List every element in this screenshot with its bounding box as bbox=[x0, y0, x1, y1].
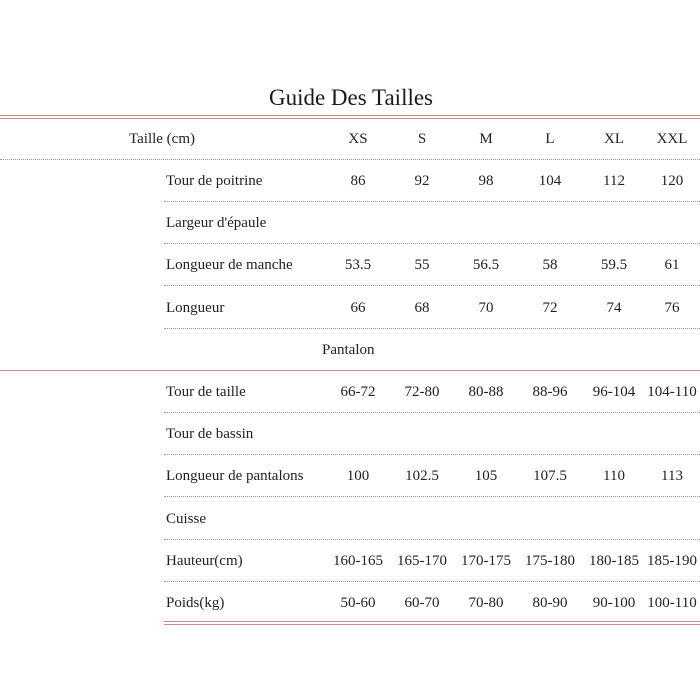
size-header-l: L bbox=[545, 131, 555, 147]
row-label: Hauteur(cm) bbox=[166, 552, 243, 569]
row-value: 72 bbox=[542, 299, 558, 316]
row-value: 74 bbox=[606, 299, 622, 316]
row-divider bbox=[164, 454, 700, 455]
row-value: 58 bbox=[542, 257, 558, 274]
section-heading-pantalon: Pantalon bbox=[322, 341, 375, 358]
row-value: 98 bbox=[478, 173, 494, 189]
row-value: 104 bbox=[538, 173, 562, 189]
row-label: Longueur de manche bbox=[166, 257, 293, 274]
row-value: 66 bbox=[350, 299, 366, 316]
header-label: Taille (cm) bbox=[129, 131, 195, 147]
row-label: Longueur bbox=[166, 299, 225, 316]
row-value: 165-170 bbox=[397, 552, 447, 569]
row-value: 80-90 bbox=[532, 595, 568, 611]
page-title: Guide Des Tailles bbox=[268, 85, 434, 110]
row-divider bbox=[164, 328, 700, 329]
row-value: 113 bbox=[661, 468, 683, 485]
row-label: Poids(kg) bbox=[166, 595, 225, 611]
row-divider bbox=[164, 412, 700, 413]
row-value: 104-110 bbox=[647, 384, 697, 400]
row-value: 56.5 bbox=[472, 257, 500, 274]
row-value: 110 bbox=[603, 468, 625, 485]
row-label: Tour de bassin bbox=[166, 426, 254, 443]
row-value: 66-72 bbox=[340, 384, 376, 400]
row-value: 107.5 bbox=[533, 468, 567, 485]
row-divider bbox=[164, 496, 700, 497]
row-value: 175-180 bbox=[525, 552, 575, 569]
row-value: 90-100 bbox=[592, 595, 636, 611]
row-value: 76 bbox=[664, 299, 680, 316]
row-value: 96-104 bbox=[592, 384, 636, 400]
row-value: 55 bbox=[414, 257, 430, 274]
row-value: 60-70 bbox=[404, 595, 440, 611]
row-value: 105 bbox=[474, 468, 498, 485]
row-label: Longueur de pantalons bbox=[166, 468, 304, 485]
size-header-xl: XL bbox=[604, 131, 624, 147]
row-value: 100-110 bbox=[647, 595, 697, 611]
row-divider bbox=[164, 243, 700, 244]
row-divider bbox=[164, 539, 700, 540]
row-value: 102.5 bbox=[405, 468, 439, 485]
row-value: 80-88 bbox=[468, 384, 504, 400]
row-divider bbox=[164, 201, 700, 202]
bottom-rule-second bbox=[164, 624, 700, 625]
row-label: Tour de taille bbox=[166, 384, 246, 400]
row-value: 160-165 bbox=[333, 552, 383, 569]
row-value: 185-190 bbox=[647, 552, 697, 569]
row-value: 120 bbox=[660, 173, 684, 189]
row-value: 53.5 bbox=[344, 257, 372, 274]
row-value: 180-185 bbox=[589, 552, 639, 569]
row-value: 68 bbox=[414, 299, 430, 316]
row-value: 86 bbox=[350, 173, 366, 189]
row-value: 112 bbox=[603, 173, 625, 189]
row-value: 100 bbox=[346, 468, 370, 485]
row-value: 50-60 bbox=[340, 595, 376, 611]
row-value: 59.5 bbox=[600, 257, 628, 274]
row-value: 70-80 bbox=[468, 595, 504, 611]
size-header-xs: XS bbox=[348, 131, 368, 147]
size-header-s: S bbox=[417, 131, 427, 147]
size-header-m: M bbox=[479, 131, 493, 147]
top-rule-second bbox=[0, 118, 700, 119]
row-value: 92 bbox=[414, 173, 430, 189]
row-value: 72-80 bbox=[404, 384, 440, 400]
section-rule bbox=[0, 370, 700, 371]
row-label: Tour de poitrine bbox=[166, 173, 263, 189]
row-divider bbox=[164, 581, 700, 582]
size-header-xxl: XXL bbox=[656, 131, 688, 147]
header-divider bbox=[0, 159, 700, 160]
row-label: Largeur d'épaule bbox=[166, 215, 267, 232]
row-value: 170-175 bbox=[461, 552, 511, 569]
row-label: Cuisse bbox=[166, 510, 207, 527]
top-rule bbox=[0, 115, 700, 116]
row-divider bbox=[164, 285, 700, 286]
bottom-rule bbox=[164, 621, 700, 622]
row-value: 70 bbox=[478, 299, 494, 316]
row-value: 61 bbox=[664, 257, 680, 274]
row-value: 88-96 bbox=[532, 384, 568, 400]
